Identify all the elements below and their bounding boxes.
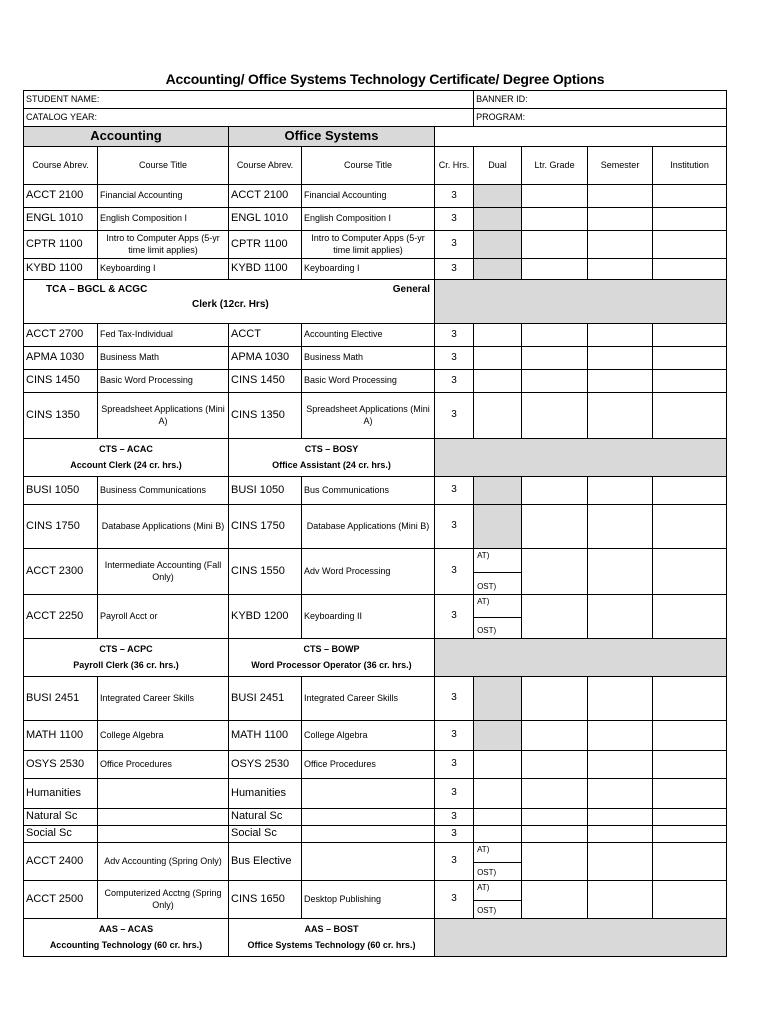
semester-cell[interactable] xyxy=(588,677,653,721)
dual-at-label: AT) xyxy=(477,551,490,560)
acct-course-title: Keyboarding I xyxy=(98,259,229,280)
credit-hours: 3 xyxy=(435,324,474,347)
acct-course-title: Intro to Computer Apps (5-yr time limit applies) xyxy=(98,231,229,259)
table-row xyxy=(24,185,727,208)
dual-cell[interactable] xyxy=(474,477,522,505)
institution-cell[interactable] xyxy=(653,843,727,881)
table-row xyxy=(24,393,727,439)
os-course-title xyxy=(302,779,435,809)
col-header-ltr-grade: Ltr. Grade xyxy=(522,147,588,185)
col-header-course-title: Course Title xyxy=(302,147,435,185)
semester-cell[interactable] xyxy=(588,370,653,393)
ltr-grade-cell[interactable] xyxy=(522,826,588,843)
acct-course-title: Office Procedures xyxy=(98,751,229,779)
credit-hours: 3 xyxy=(435,259,474,280)
acct-course-code: Natural Sc xyxy=(24,809,98,826)
os-course-title xyxy=(302,843,435,881)
credit-hours: 3 xyxy=(435,881,474,919)
acct-course-code: ACCT 2400 xyxy=(24,843,98,881)
semester-cell[interactable] xyxy=(588,595,653,639)
col-header-cr-hrs: Cr. Hrs. xyxy=(435,147,474,185)
course-options-table xyxy=(23,90,727,957)
acct-course-title: Integrated Career Skills xyxy=(98,677,229,721)
institution-cell[interactable] xyxy=(653,881,727,919)
credit-hours: 3 xyxy=(435,347,474,370)
col-header-semester: Semester xyxy=(588,147,653,185)
os-course-title: Accounting Elective xyxy=(302,324,435,347)
acct-course-title xyxy=(98,779,229,809)
dual-cell[interactable] xyxy=(474,347,522,370)
acct-course-title: Spreadsheet Applications (Mini A) xyxy=(98,393,229,439)
banner-id-field[interactable]: BANNER ID: xyxy=(474,91,727,109)
table-row xyxy=(24,779,727,809)
acct-course-title xyxy=(98,809,229,826)
table-row xyxy=(24,127,727,147)
ltr-grade-cell[interactable] xyxy=(522,393,588,439)
section-tca-right: General xyxy=(392,284,430,295)
section-code: AAS – ACAS xyxy=(98,924,154,935)
ltr-grade-cell[interactable] xyxy=(522,505,588,549)
acct-course-code: CINS 1350 xyxy=(24,393,98,439)
section-shade xyxy=(435,919,727,957)
credit-hours: 3 xyxy=(435,677,474,721)
section-desc: Office Assistant (24 cr. hrs.) xyxy=(272,459,391,470)
institution-cell[interactable] xyxy=(653,231,727,259)
os-course-code: APMA 1030 xyxy=(229,347,302,370)
os-course-title: English Composition I xyxy=(302,208,435,231)
acct-course-code: OSYS 2530 xyxy=(24,751,98,779)
semester-cell[interactable] xyxy=(588,843,653,881)
credit-hours: 3 xyxy=(435,826,474,843)
os-course-title: Integrated Career Skills xyxy=(302,677,435,721)
os-course-code: CPTR 1100 xyxy=(229,231,302,259)
semester-cell[interactable] xyxy=(588,393,653,439)
os-course-title xyxy=(302,826,435,843)
os-course-title: Adv Word Processing xyxy=(302,549,435,595)
dual-cell[interactable] xyxy=(474,677,522,721)
credit-hours: 3 xyxy=(435,477,474,505)
os-course-code: ACCT xyxy=(229,324,302,347)
credit-hours: 3 xyxy=(435,779,474,809)
table-row xyxy=(24,549,727,595)
institution-cell[interactable] xyxy=(653,595,727,639)
table-row xyxy=(24,751,727,779)
institution-cell[interactable] xyxy=(653,393,727,439)
institution-cell[interactable] xyxy=(653,477,727,505)
os-course-title: College Algebra xyxy=(302,721,435,751)
acct-course-title: Fed Tax-Individual xyxy=(98,324,229,347)
section-desc: Payroll Clerk (36 cr. hrs.) xyxy=(73,659,179,670)
acct-course-code: ACCT 2700 xyxy=(24,324,98,347)
semester-cell[interactable] xyxy=(588,721,653,751)
semester-cell[interactable] xyxy=(588,231,653,259)
table-row xyxy=(24,439,727,477)
os-course-code: Humanities xyxy=(229,779,302,809)
acct-course-code: Social Sc xyxy=(24,826,98,843)
semester-cell[interactable] xyxy=(588,505,653,549)
os-course-code: Bus Elective xyxy=(229,843,302,881)
section-cts-1-left xyxy=(24,439,229,477)
institution-cell[interactable] xyxy=(653,826,727,843)
acct-course-code: CPTR 1100 xyxy=(24,231,98,259)
ltr-grade-cell[interactable] xyxy=(522,549,588,595)
os-course-code: ENGL 1010 xyxy=(229,208,302,231)
credit-hours: 3 xyxy=(435,595,474,639)
dual-cell[interactable] xyxy=(474,549,522,595)
semester-cell[interactable] xyxy=(588,259,653,280)
ltr-grade-cell[interactable] xyxy=(522,721,588,751)
table-row xyxy=(24,370,727,393)
ltr-grade-cell[interactable] xyxy=(522,677,588,721)
institution-cell[interactable] xyxy=(653,347,727,370)
semester-cell[interactable] xyxy=(588,208,653,231)
semester-cell[interactable] xyxy=(588,751,653,779)
table-row xyxy=(24,259,727,280)
semester-cell[interactable] xyxy=(588,809,653,826)
table-row xyxy=(24,477,727,505)
dual-cell[interactable] xyxy=(474,809,522,826)
section-tca-left: TCA – BGCL & ACGC xyxy=(46,284,148,295)
col-header-institution: Institution xyxy=(653,147,727,185)
dual-cell[interactable] xyxy=(474,208,522,231)
section-shade xyxy=(435,639,727,677)
catalog-year-field[interactable]: CATALOG YEAR: xyxy=(24,109,474,127)
os-course-code: KYBD 1200 xyxy=(229,595,302,639)
credit-hours: 3 xyxy=(435,393,474,439)
ltr-grade-cell[interactable] xyxy=(522,231,588,259)
acct-course-title: Adv Accounting (Spring Only) xyxy=(98,843,229,881)
dual-cell[interactable] xyxy=(474,779,522,809)
section-desc: Office Systems Technology (60 cr. hrs.) xyxy=(247,939,416,950)
acct-course-title: Basic Word Processing xyxy=(98,370,229,393)
acct-course-code: BUSI 1050 xyxy=(24,477,98,505)
os-course-code: BUSI 2451 xyxy=(229,677,302,721)
semester-cell[interactable] xyxy=(588,881,653,919)
credit-hours: 3 xyxy=(435,370,474,393)
semester-cell[interactable] xyxy=(588,477,653,505)
dual-cell[interactable] xyxy=(474,881,522,919)
program-field[interactable]: PROGRAM: xyxy=(474,109,727,127)
ltr-grade-cell[interactable] xyxy=(522,751,588,779)
institution-cell[interactable] xyxy=(653,809,727,826)
dual-cell[interactable] xyxy=(474,595,522,639)
ltr-grade-cell[interactable] xyxy=(522,347,588,370)
dual-ost-label: OST) xyxy=(477,868,497,877)
os-course-code: CINS 1650 xyxy=(229,881,302,919)
os-course-title: Desktop Publishing xyxy=(302,881,435,919)
table-row xyxy=(24,324,727,347)
section-code: CTS – BOSY xyxy=(304,444,359,455)
institution-cell[interactable] xyxy=(653,505,727,549)
institution-cell[interactable] xyxy=(653,677,727,721)
os-course-title: Spreadsheet Applications (Mini A) xyxy=(302,393,435,439)
institution-cell[interactable] xyxy=(653,259,727,280)
section-cts-2-right xyxy=(229,639,435,677)
section-shade xyxy=(435,439,727,477)
os-course-code: ACCT 2100 xyxy=(229,185,302,208)
section-cts-2-left xyxy=(24,639,229,677)
ltr-grade-cell[interactable] xyxy=(522,185,588,208)
os-course-code: CINS 1450 xyxy=(229,370,302,393)
acct-course-code: CINS 1450 xyxy=(24,370,98,393)
table-row xyxy=(24,843,727,881)
os-course-title xyxy=(302,809,435,826)
credit-hours: 3 xyxy=(435,843,474,881)
acct-course-code: KYBD 1100 xyxy=(24,259,98,280)
header-spacer xyxy=(435,127,727,147)
col-header-course-abrev: Course Abrev. xyxy=(229,147,302,185)
dual-cell[interactable] xyxy=(474,185,522,208)
os-course-title: Basic Word Processing xyxy=(302,370,435,393)
acct-course-code: ACCT 2250 xyxy=(24,595,98,639)
acct-course-title: Financial Accounting xyxy=(98,185,229,208)
os-course-code: CINS 1350 xyxy=(229,393,302,439)
dual-divider xyxy=(474,572,521,573)
accounting-header: Accounting xyxy=(24,127,229,147)
ltr-grade-cell[interactable] xyxy=(522,843,588,881)
os-course-title: Financial Accounting xyxy=(302,185,435,208)
ltr-grade-cell[interactable] xyxy=(522,809,588,826)
section-code: CTS – ACPC xyxy=(99,644,153,655)
institution-cell[interactable] xyxy=(653,208,727,231)
os-course-title: Intro to Computer Apps (5-yr time limit applies) xyxy=(302,231,435,259)
os-course-code: KYBD 1100 xyxy=(229,259,302,280)
os-course-title: Bus Communications xyxy=(302,477,435,505)
section-desc: Account Clerk (24 cr. hrs.) xyxy=(70,459,182,470)
section-aas-right xyxy=(229,919,435,957)
table-row xyxy=(24,809,727,826)
dual-ost-label: OST) xyxy=(477,626,497,635)
acct-course-title: Business Math xyxy=(98,347,229,370)
section-aas-left xyxy=(24,919,229,957)
acct-course-title: Intermediate Accounting (Fall Only) xyxy=(98,549,229,595)
institution-cell[interactable] xyxy=(653,549,727,595)
table-row xyxy=(24,91,727,109)
table-row xyxy=(24,231,727,259)
table-row xyxy=(24,639,727,677)
semester-cell[interactable] xyxy=(588,347,653,370)
col-header-course-abrev: Course Abrev. xyxy=(24,147,98,185)
dual-at-label: AT) xyxy=(477,845,490,854)
dual-cell[interactable] xyxy=(474,393,522,439)
acct-course-title: Computerized Acctng (Spring Only) xyxy=(98,881,229,919)
section-cts-1-right xyxy=(229,439,435,477)
ltr-grade-cell[interactable] xyxy=(522,324,588,347)
dual-cell[interactable] xyxy=(474,370,522,393)
col-header-course-title: Course Title xyxy=(98,147,229,185)
acct-course-code: BUSI 2451 xyxy=(24,677,98,721)
acct-course-code: ACCT 2100 xyxy=(24,185,98,208)
ltr-grade-cell[interactable] xyxy=(522,477,588,505)
page-title: Accounting/ Office Systems Technology Certificate/ Degree Options xyxy=(165,71,605,87)
os-course-code: BUSI 1050 xyxy=(229,477,302,505)
section-desc: Word Processor Operator (36 cr. hrs.) xyxy=(251,659,412,670)
dual-cell[interactable] xyxy=(474,843,522,881)
table-row xyxy=(24,147,727,185)
os-course-title: Keyboarding II xyxy=(302,595,435,639)
table-row xyxy=(24,347,727,370)
acct-course-title xyxy=(98,826,229,843)
acct-course-code: ENGL 1010 xyxy=(24,208,98,231)
dual-at-label: AT) xyxy=(477,597,490,606)
ltr-grade-cell[interactable] xyxy=(522,595,588,639)
semester-cell[interactable] xyxy=(588,324,653,347)
ltr-grade-cell[interactable] xyxy=(522,259,588,280)
dual-at-label: AT) xyxy=(477,883,490,892)
credit-hours: 3 xyxy=(435,751,474,779)
credit-hours: 3 xyxy=(435,505,474,549)
section-tca xyxy=(24,280,435,324)
os-course-code: Social Sc xyxy=(229,826,302,843)
credit-hours: 3 xyxy=(435,549,474,595)
ltr-grade-cell[interactable] xyxy=(522,370,588,393)
semester-cell[interactable] xyxy=(588,185,653,208)
table-row xyxy=(24,919,727,957)
acct-course-title: Database Applications (Mini B) xyxy=(98,505,229,549)
table-row xyxy=(24,109,727,127)
table-row xyxy=(24,721,727,751)
os-course-code: OSYS 2530 xyxy=(229,751,302,779)
dual-ost-label: OST) xyxy=(477,582,497,591)
acct-course-title: Business Communications xyxy=(98,477,229,505)
acct-course-code: ACCT 2500 xyxy=(24,881,98,919)
acct-course-title: English Composition I xyxy=(98,208,229,231)
dual-cell[interactable] xyxy=(474,505,522,549)
table-row xyxy=(24,595,727,639)
dual-cell[interactable] xyxy=(474,721,522,751)
institution-cell[interactable] xyxy=(653,324,727,347)
acct-course-code: MATH 1100 xyxy=(24,721,98,751)
institution-cell[interactable] xyxy=(653,185,727,208)
col-header-dual: Dual xyxy=(474,147,522,185)
section-tca-sub: Clerk (12cr. Hrs) xyxy=(192,299,269,310)
os-course-code: CINS 1550 xyxy=(229,549,302,595)
acct-course-title: College Algebra xyxy=(98,721,229,751)
semester-cell[interactable] xyxy=(588,826,653,843)
acct-course-code: CINS 1750 xyxy=(24,505,98,549)
dual-ost-label: OST) xyxy=(477,906,497,915)
table-row xyxy=(24,505,727,549)
section-code: CTS – ACAC xyxy=(99,444,153,455)
section-desc: Accounting Technology (60 cr. hrs.) xyxy=(49,939,203,950)
ltr-grade-cell[interactable] xyxy=(522,881,588,919)
dual-cell[interactable] xyxy=(474,259,522,280)
dual-cell[interactable] xyxy=(474,826,522,843)
os-course-title: Office Procedures xyxy=(302,751,435,779)
credit-hours: 3 xyxy=(435,231,474,259)
table-row xyxy=(24,677,727,721)
os-course-code: CINS 1750 xyxy=(229,505,302,549)
institution-cell[interactable] xyxy=(653,370,727,393)
os-course-title: Database Applications (Mini B) xyxy=(302,505,435,549)
os-course-code: MATH 1100 xyxy=(229,721,302,751)
os-course-title: Business Math xyxy=(302,347,435,370)
section-code: CTS – BOWP xyxy=(303,644,360,655)
section-code: AAS – BOST xyxy=(304,924,359,935)
dual-divider xyxy=(474,617,521,618)
credit-hours: 3 xyxy=(435,721,474,751)
credit-hours: 3 xyxy=(435,208,474,231)
section-shade xyxy=(435,280,727,324)
student-name-field[interactable]: STUDENT NAME: xyxy=(24,91,474,109)
acct-course-title: Payroll Acct or xyxy=(98,595,229,639)
dual-cell[interactable] xyxy=(474,751,522,779)
table-row xyxy=(24,826,727,843)
institution-cell[interactable] xyxy=(653,751,727,779)
semester-cell[interactable] xyxy=(588,779,653,809)
acct-course-code: APMA 1030 xyxy=(24,347,98,370)
office-systems-header: Office Systems xyxy=(229,127,435,147)
dual-cell[interactable] xyxy=(474,231,522,259)
acct-course-code: Humanities xyxy=(24,779,98,809)
table-row xyxy=(24,280,727,324)
dual-divider xyxy=(474,900,521,901)
acct-course-code: ACCT 2300 xyxy=(24,549,98,595)
ltr-grade-cell[interactable] xyxy=(522,208,588,231)
institution-cell[interactable] xyxy=(653,779,727,809)
table-row xyxy=(24,208,727,231)
credit-hours: 3 xyxy=(435,185,474,208)
dual-divider xyxy=(474,862,521,863)
ltr-grade-cell[interactable] xyxy=(522,779,588,809)
os-course-title: Keyboarding I xyxy=(302,259,435,280)
semester-cell[interactable] xyxy=(588,549,653,595)
institution-cell[interactable] xyxy=(653,721,727,751)
credit-hours: 3 xyxy=(435,809,474,826)
os-course-code: Natural Sc xyxy=(229,809,302,826)
dual-cell[interactable] xyxy=(474,324,522,347)
table-row xyxy=(24,881,727,919)
